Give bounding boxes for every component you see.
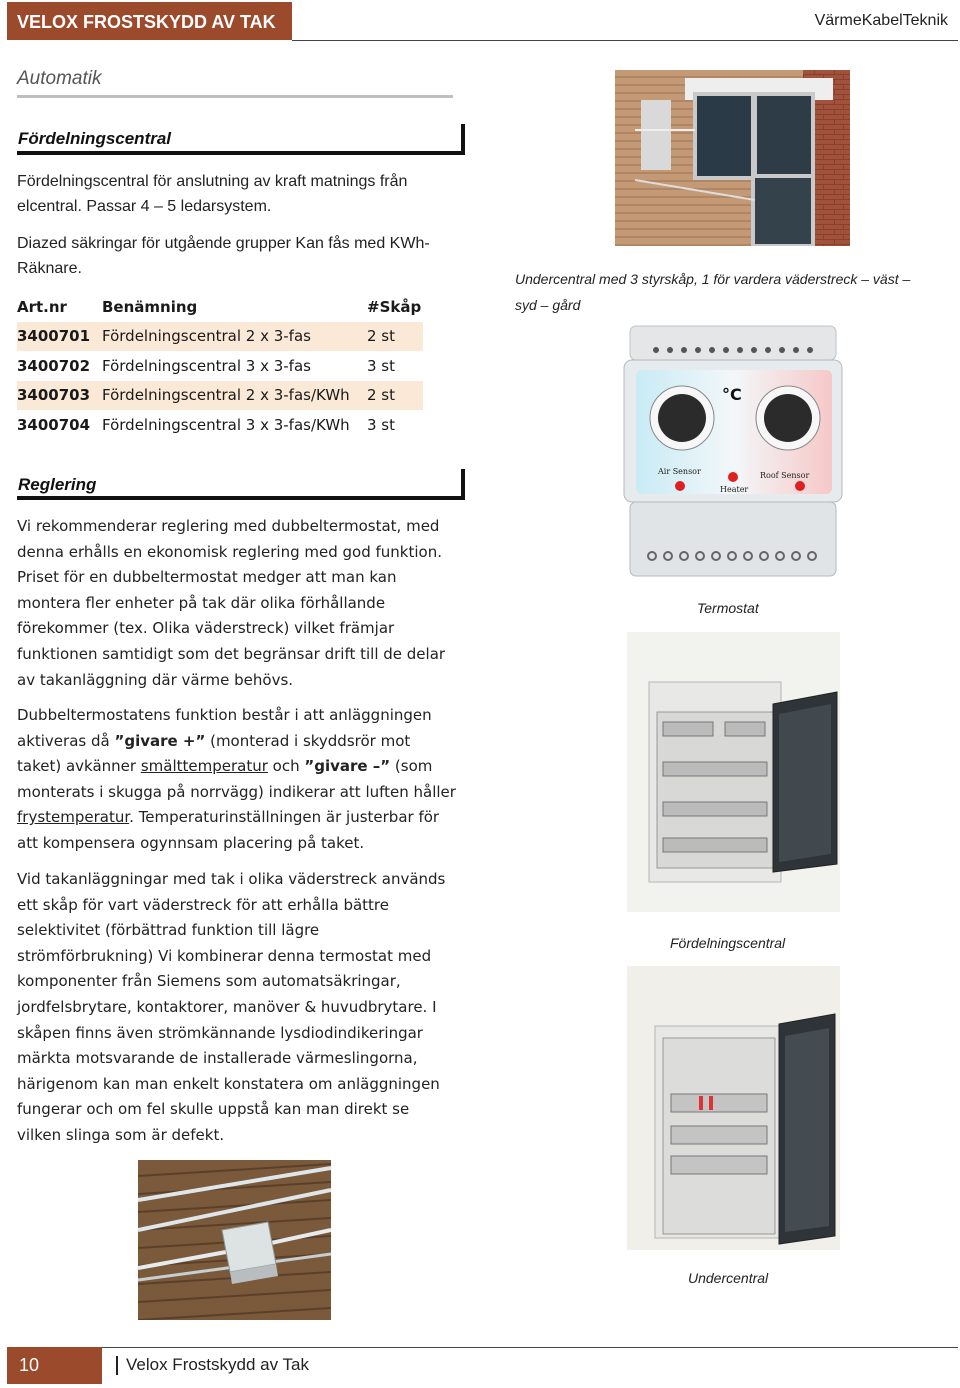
text-run: och <box>267 757 305 776</box>
photo-fordelningscentral <box>627 632 840 912</box>
heading-reglering: Reglering <box>18 475 97 494</box>
header-rule <box>292 40 958 41</box>
term-givare-minus: ”givare –” <box>304 757 391 776</box>
heading-bar <box>461 469 465 500</box>
paragraph-fordelning-diazed <box>17 231 457 281</box>
table-row <box>17 351 423 381</box>
diazed-line2: Räknare. <box>17 260 82 277</box>
header-title-box <box>7 2 292 40</box>
table-cell-benamning: Fördelningscentral 3 x 3-fas/KWh <box>102 415 350 434</box>
term-givare-plus: ”givare +” <box>114 731 206 750</box>
section-heading-automatik: Automatik <box>17 68 102 89</box>
header-brand: VärmeKabelTeknik <box>814 12 948 29</box>
paragraph-reglering-1: Vi rekommenderar reglering med dubbeltermostat, med denna erhålls en ekonomisk reglering med god funktion. Priset för en dubbeltermostat medger att man kan montera fler enheter på tak där olika förhållande förekommer (tex. Olika väderstreck) vilket främjar funktionen samtidigt som det begränsar drift till de delar av takanläggning där värme behövs. <box>17 517 446 689</box>
footer-page-box <box>7 1347 102 1384</box>
table-header-benamning: Benämning <box>102 297 198 316</box>
table-cell-artnr: 3400703 <box>17 381 102 411</box>
thermostat-air-sensor-label: Air Sensor <box>658 467 701 476</box>
table-row <box>17 410 423 440</box>
caption-termostat: Termostat <box>697 600 759 616</box>
term-frystemperatur: frystemperatur <box>17 808 130 827</box>
photo-undercentral-wall <box>615 70 850 246</box>
table-cell-artnr: 3400701 <box>17 322 102 352</box>
article-table <box>17 292 423 440</box>
footer-title: Velox Frostskydd av Tak <box>126 1355 309 1374</box>
caption-fordelningscentral: Fördelningscentral <box>670 935 786 951</box>
diazed-line1: Diazed säkringar för utgående grupper Kan fås med KWh- <box>17 235 430 252</box>
table-cell-skap: 2 st <box>367 322 423 352</box>
footer-page-number: 10 <box>19 1355 40 1375</box>
table-row <box>17 322 423 352</box>
table-cell-artnr: 3400702 <box>17 356 91 375</box>
table-cell-benamning: Fördelningscentral 3 x 3-fas <box>102 356 311 375</box>
footer-separator <box>116 1356 118 1375</box>
table-cell-skap: 3 st <box>367 415 396 434</box>
footer-rule <box>102 1347 958 1348</box>
caption-undercentral: Undercentral <box>688 1270 769 1286</box>
term-smalttemperatur: smälttemperatur <box>140 757 268 776</box>
heading-underline <box>17 496 465 500</box>
photo-undercentral <box>627 966 840 1250</box>
photo-roof-sensor <box>138 1160 331 1320</box>
heading-fordelningscentral: Fördelningscentral <box>18 129 172 148</box>
table-cell-skap: 2 st <box>367 381 423 411</box>
caption-line1: Undercentral med 3 styrskåp, 1 för vardera väderstreck – väst – <box>515 271 911 287</box>
paragraph-reglering-3: Vid takanläggningar med tak i olika väderstreck används ett skåp för vart väderstreck för att erhålla bättre selektivitet (förbättrad funktion till lägre strömförbrukning) Vi kombinerar denna termostat med komponenter från Siemens som automatsäkringar, jordfelsbrytare, kontaktorer, manöver & huvudbrytare. I skåpen finns även strömkännande lysdiodindikeringar märkta motsvarande de installerade värmeslingorna, härigenom kan man enkelt konstatera om anläggningen fungerar och om fel skulle uppstå kan man direkt se vilken slinga som är defekt. <box>17 870 446 1144</box>
heading-underline <box>17 151 465 155</box>
paragraph-fordelning-intro: Fördelningscentral för anslutning av kraft matnings från elcentral. Passar 4 – 5 ledarsystem. <box>17 173 408 215</box>
heading-bar <box>461 124 465 155</box>
table-cell-artnr: 3400704 <box>17 415 91 434</box>
paragraph-reglering-2 <box>17 703 457 857</box>
table-header-row <box>17 292 423 322</box>
thermostat-heater-label: Heater <box>720 485 749 494</box>
table-cell-benamning: Fördelningscentral 2 x 3-fas <box>102 322 367 352</box>
section-heading-rule <box>17 95 453 98</box>
thermostat-roof-sensor-label: Roof Sensor <box>760 471 810 480</box>
text-run: (som monterats i skugga på norrvägg) indikerar att luften håller <box>17 757 456 801</box>
caption-undercentral-top <box>515 266 955 318</box>
table-row <box>17 381 423 411</box>
table-header-artnr: Art.nr <box>17 297 67 316</box>
table-cell-skap: 3 st <box>367 356 396 375</box>
header-title: VELOX FROSTSKYDD AV TAK <box>17 12 276 32</box>
table-header-skap: #Skåp <box>367 297 422 316</box>
photo-termostat <box>618 322 848 580</box>
text-run: . Temperaturinställningen är justerbar för att kompensera ogynnsam placering på taket. <box>17 808 440 852</box>
text-run: Dubbeltermostatens funktion består i att anläggningen aktiveras då <box>17 706 432 750</box>
caption-line2: syd – gård <box>515 297 581 313</box>
table-cell-benamning: Fördelningscentral 2 x 3-fas/KWh <box>102 381 367 411</box>
thermostat-unit-label: °C <box>722 385 742 404</box>
text-run: (monterad i skyddsrör mot taket) avkänner <box>17 731 411 776</box>
